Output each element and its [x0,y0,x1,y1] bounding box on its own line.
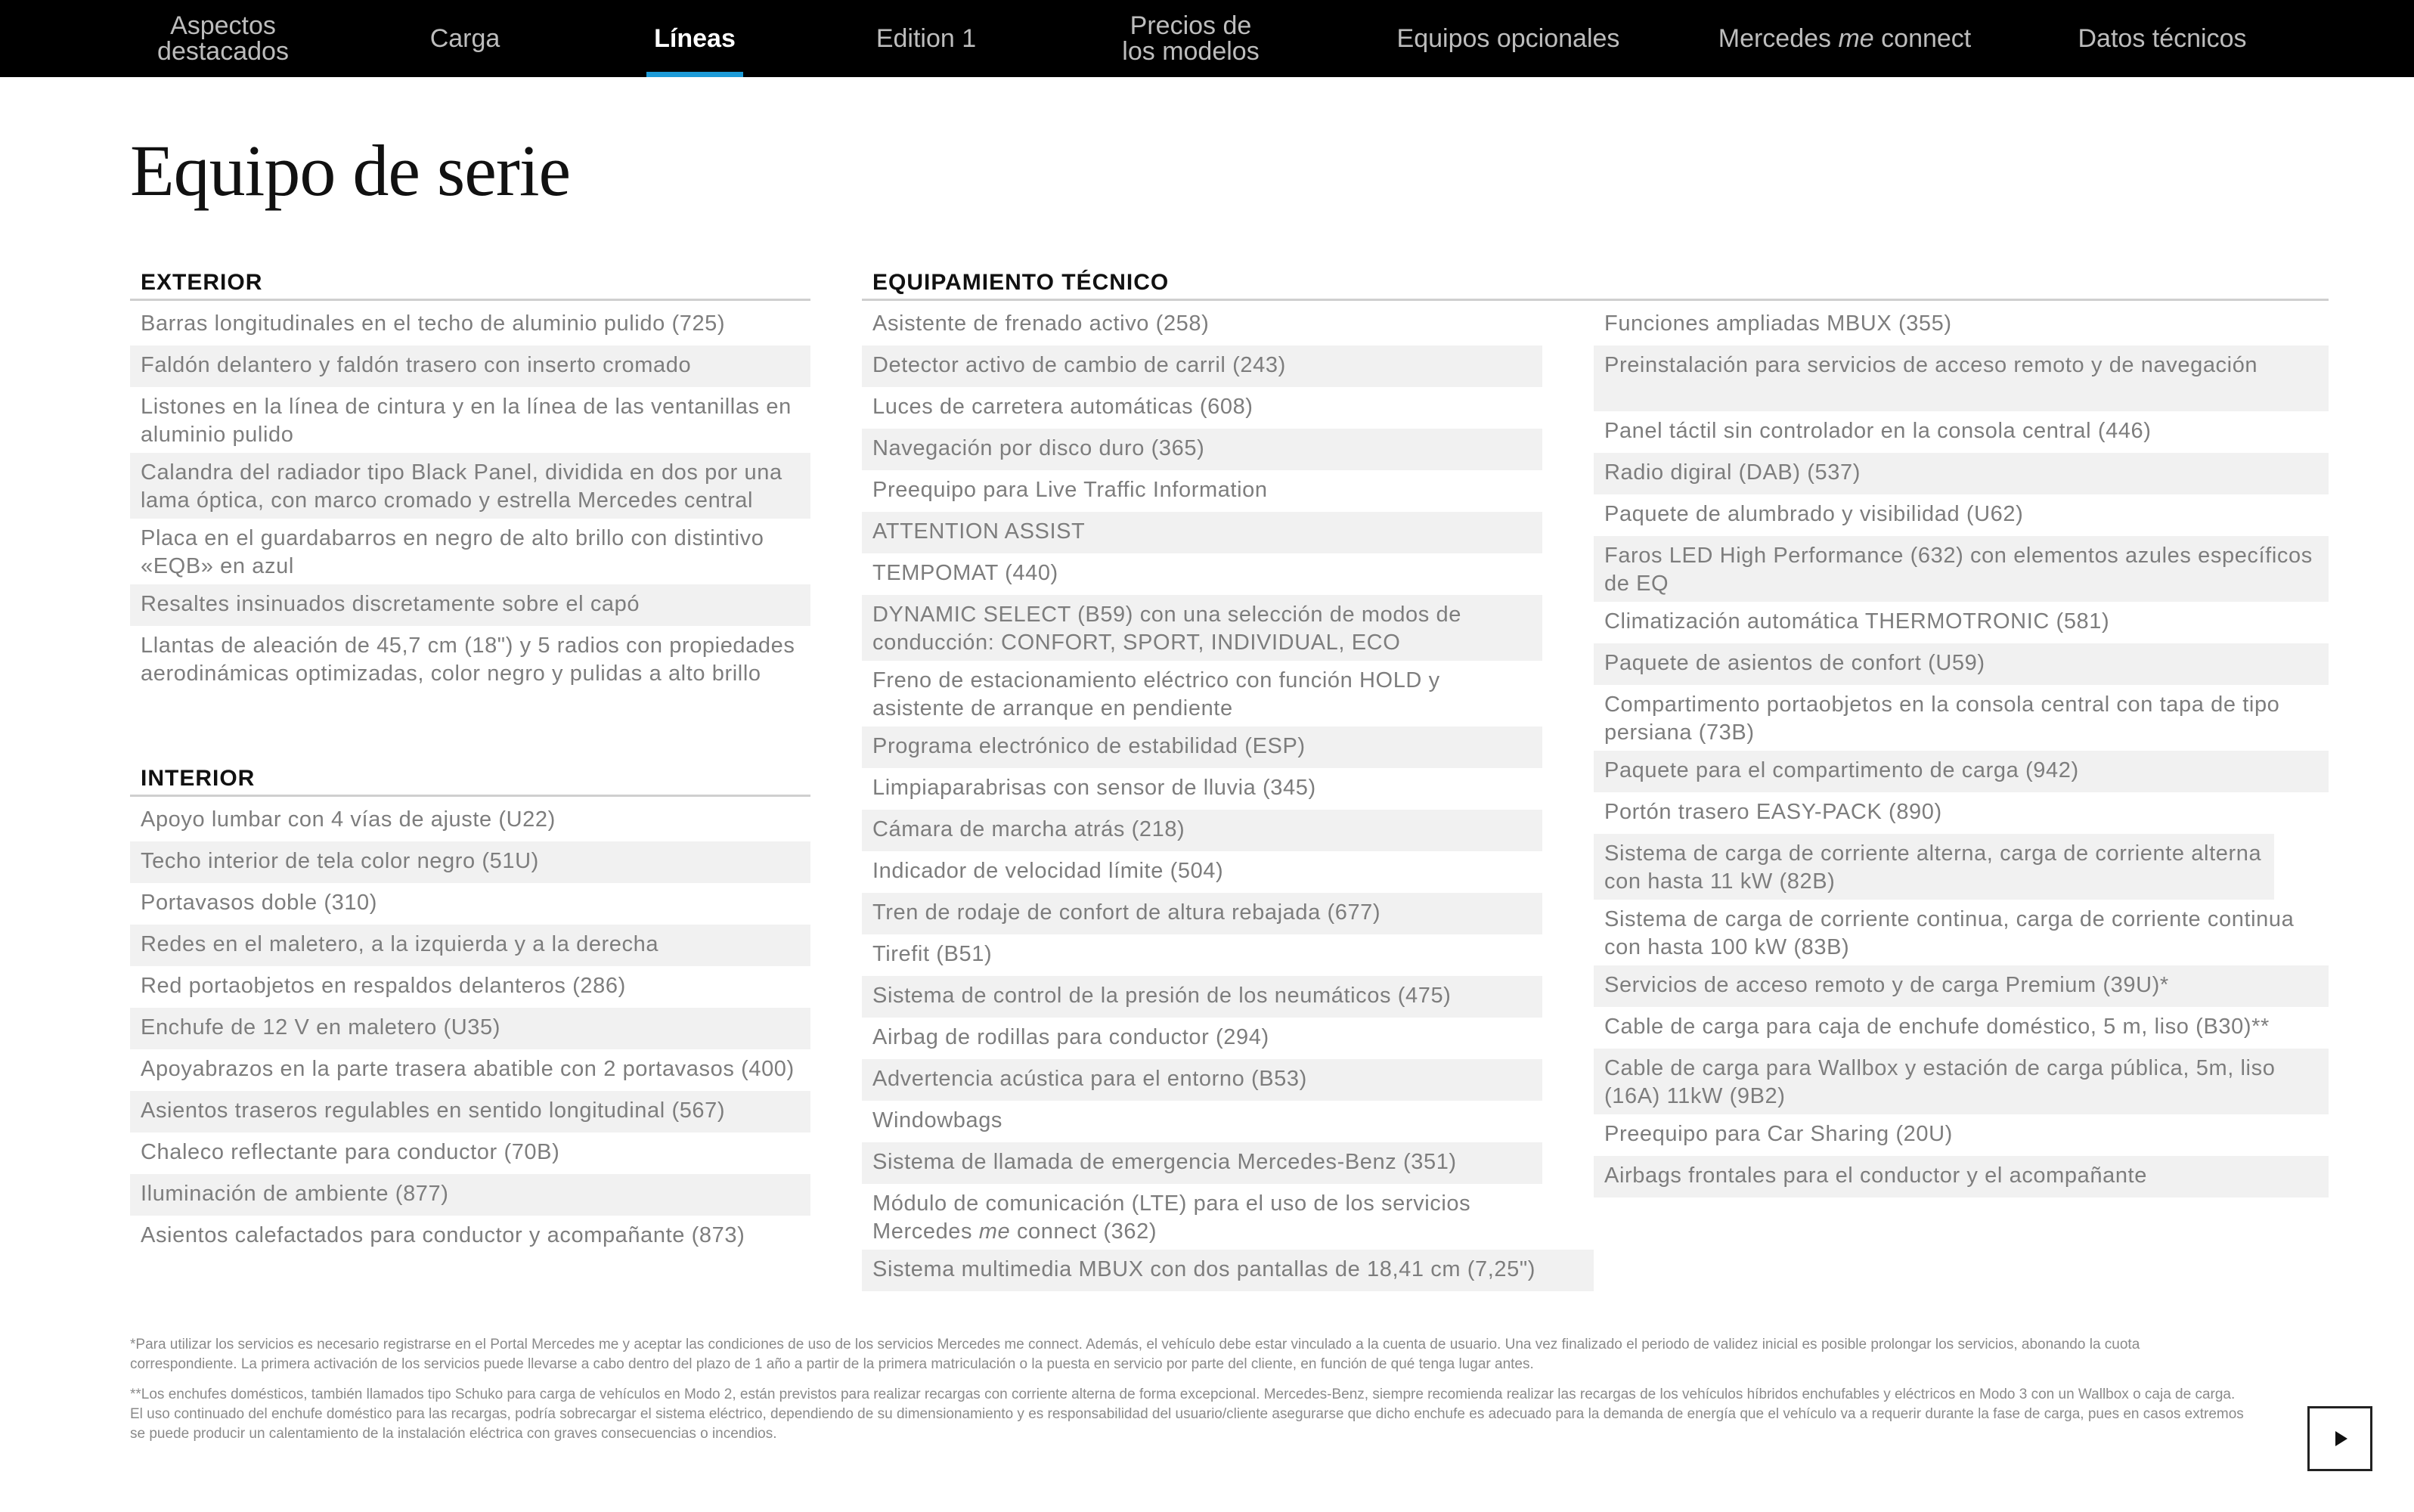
list-item: Listones en la línea de cintura y en la línea de las ventanillas en aluminio pulido [141,395,792,447]
list-item: Tirefit (B51) [872,942,993,966]
list-item: Paquete de asientos de confort (U59) [1594,643,2329,685]
list-item: Programa electrónico de estabilidad (ESP) [862,727,1542,768]
nav-tab-label-part: connect [1873,24,1972,53]
list-item: Compartimento portaobjetos en la consola central con tapa de tipo persiana (73B) [1604,692,2280,745]
footnote-1: *Para utilizar los servicios es necesario registrarse en el Portal Mercedes me y aceptar las condiciones de uso de los servicios Mercedes me connect. Además, el vehículo debe estar vinculado a la cuenta de usuario. Una vez finalizado el periodo de validez inicial es posible prolongar los servicios, abonando la cuota correspondiente. La primera activación de los servicios puede llevarse a cabo dentro del plazo de 1 año a partir de la primera matriculación o la puesta en servicio por parte del cliente, en función de qué tenga lugar antes. [130,1337,2140,1372]
interior-list [130,800,810,1257]
tecnico-list-col2 [1594,304,2329,1198]
list-item: Cable de carga para Wallbox y estación de carga pública, 5m, liso (16A) 11kW (9B2) [1594,1049,2329,1114]
list-item: Portavasos doble (310) [141,891,378,915]
list-item: Enchufe de 12 V en maletero (U35) [130,1008,810,1049]
section-heading-exterior: EXTERIOR [130,269,810,301]
nav-tab-lineas[interactable] [646,0,743,77]
nav-tab-mercedes-me-connect[interactable] [1705,0,1985,77]
nav-tab-label-line1: Aspectos [170,11,276,40]
list-item: Preinstalación para servicios de acceso remoto y de navegación [1594,345,2329,411]
list-item: Radio digiral (DAB) (537) [1594,453,2329,494]
list-item-italic: me [978,1219,1011,1244]
list-item: Cable de carga para caja de enchufe doméstico, 5 m, liso (B30)** [1604,1015,2270,1039]
list-item: Iluminación de ambiente (877) [130,1174,810,1216]
play-icon [2335,1431,2347,1446]
list-item: Asistente de frenado activo (258) [872,311,1210,336]
list-item: Luces de carretera automáticas (608) [872,395,1253,419]
nav-tab-label-italic: me [1838,24,1874,53]
nav-tab-aspectos-destacados[interactable] [129,0,318,77]
list-item [862,1184,1542,1250]
nav-tab-edition-1[interactable] [854,0,998,77]
list-item: Barras longitudinales en el techo de aluminio pulido (725) [141,311,726,336]
list-item: Airbag de rodillas para conductor (294) [872,1025,1269,1049]
nav-tab-label-line2: los modelos [1122,37,1260,66]
list-item: Freno de estacionamiento eléctrico con función HOLD y asistente de arranque en pendiente [872,668,1440,720]
section-heading-equipamiento-tecnico: EQUIPAMIENTO TÉCNICO [862,269,2329,301]
list-item: Sistema de carga de corriente continua, carga de corriente continua con hasta 100 kW (83B) [1604,907,2295,959]
list-item: Red portaobjetos en respaldos delanteros (286) [141,974,626,998]
list-item: ATTENTION ASSIST [862,512,1542,553]
list-item: DYNAMIC SELECT (B59) con una selección de modos de conducción: CONFORT, SPORT, INDIVIDUAL, ECO [862,595,1542,661]
list-item: Windowbags [872,1108,1003,1132]
list-item: Airbags frontales para el conductor y el acompañante [1594,1156,2329,1198]
list-item: Funciones ampliadas MBUX (355) [1604,311,1952,336]
list-item: Techo interior de tela color negro (51U) [130,841,810,883]
list-item: Placa en el guardabarros en negro de alto brillo con distintivo «EQB» en azul [141,526,764,578]
nav-tab-label-part: Mercedes [1718,24,1839,53]
nav-tab-datos-tecnicos[interactable] [2064,0,2261,77]
top-navigation [0,0,2414,77]
list-item: Tren de rodaje de confort de altura rebajada (677) [862,893,1542,934]
list-item: Paquete para el compartimento de carga (942) [1594,751,2329,792]
list-item-text: connect (362) [1010,1219,1157,1244]
list-item: Chaleco reflectante para conductor (70B) [141,1140,560,1164]
section-heading-interior: INTERIOR [130,765,810,797]
list-item: Climatización automática THERMOTRONIC (581) [1604,609,2110,634]
list-item: Asientos traseros regulables en sentido longitudinal (567) [130,1091,810,1132]
list-item: Faros LED High Performance (632) con elementos azules específicos de EQ [1594,536,2329,602]
nav-tab-carga[interactable] [401,0,529,77]
nav-tab-label: Carga [429,24,500,53]
list-item: Resaltes insinuados discretamente sobre el capó [130,584,810,626]
tecnico-list-col1 [862,304,1542,1291]
list-item: Asientos calefactados para conductor y acompañante (873) [141,1223,745,1247]
page-title: Equipo de serie [130,130,571,211]
nav-tab-label-line2: destacados [157,37,289,66]
list-item: Sistema de control de la presión de los neumáticos (475) [862,976,1542,1018]
exterior-list [130,304,810,717]
list-item: Limpiaparabrisas con sensor de lluvia (345) [872,776,1316,800]
list-item: Advertencia acústica para el entorno (B53) [862,1059,1542,1101]
list-item: Navegación por disco duro (365) [862,429,1542,470]
list-item: Faldón delantero y faldón trasero con inserto cromado [130,345,810,387]
list-item-text: Módulo de comunicación (LTE) para el uso de los servicios Mercedes [872,1191,1471,1244]
nav-tab-label: Líneas [654,24,736,53]
nav-tab-equipos-opcionales[interactable] [1384,0,1633,77]
list-item: Apoyo lumbar con 4 vías de ajuste (U22) [141,807,556,832]
list-item: Preequipo para Live Traffic Information [872,478,1268,502]
nav-tab-precios-modelos[interactable] [1104,0,1278,77]
list-item: Panel táctil sin controlador en la consola central (446) [1604,419,2152,443]
list-item: Apoyabrazos en la parte trasera abatible con 2 portavasos (400) [141,1057,795,1081]
nav-tab-label [1718,26,1972,51]
list-item: Preequipo para Car Sharing (20U) [1604,1122,1953,1146]
footnotes [130,1335,2247,1455]
active-tab-indicator [646,72,743,77]
list-item: Indicador de velocidad límite (504) [872,859,1224,883]
list-item: Sistema multimedia MBUX con dos pantallas de 18,41 cm (7,25") [862,1250,1594,1291]
nav-tab-label: Edition 1 [875,24,977,53]
nav-tab-label: Datos técnicos [2078,24,2247,53]
list-item: Paquete de alumbrado y visibilidad (U62) [1604,502,2024,526]
list-item: Detector activo de cambio de carril (243) [862,345,1542,387]
list-item: Sistema de llamada de emergencia Mercedes-Benz (351) [862,1142,1542,1184]
list-item: Portón trasero EASY-PACK (890) [1604,800,1942,824]
footnote-2: **Los enchufes domésticos, también llamados tipo Schuko para carga de vehículos en Modo 2, están previstos para realizar recargas con corriente alterna de forma excepcional. Mercedes-Benz, siempre recomienda realizar las recargas de los vehículos híbridos enchufables y eléctricos en Modo 3 con un Wallbox o caja de carga. El uso continuado del enchufe doméstico para las recargas, podría sobrecargar el sistema eléctrico, dependiendo de su dimensionamiento y es responsabilidad del usuario/cliente asegurarse que dicho enchufe es adecuado para la demanda de energía que el vehículo va a requerir durante la fase de carga, pues en casos extremos se puede producir un calentamiento de la instalación eléctrica con graves consecuencias o incendios. [130,1387,2244,1442]
list-item: Llantas de aleación de 45,7 cm (18") y 5 radios con propiedades aerodinámicas optimizadas, color negro y pulidas a alto brillo [141,634,795,686]
list-item: Servicios de acceso remoto y de carga Premium (39U)* [1594,965,2329,1007]
next-page-button[interactable] [2307,1406,2372,1471]
list-item: Sistema de carga de corriente alterna, carga de corriente alterna con hasta 11 kW (82B) [1594,834,2274,900]
nav-tab-label-line1: Precios de [1130,11,1252,40]
nav-tab-label: Equipos opcionales [1396,24,1620,53]
list-item: Calandra del radiador tipo Black Panel, dividida en dos por una lama óptica, con marco cromado y estrella Mercedes central [130,453,810,519]
list-item: Cámara de marcha atrás (218) [862,810,1542,851]
list-item: TEMPOMAT (440) [872,561,1058,585]
list-item: Redes en el maletero, a la izquierda y a la derecha [130,925,810,966]
